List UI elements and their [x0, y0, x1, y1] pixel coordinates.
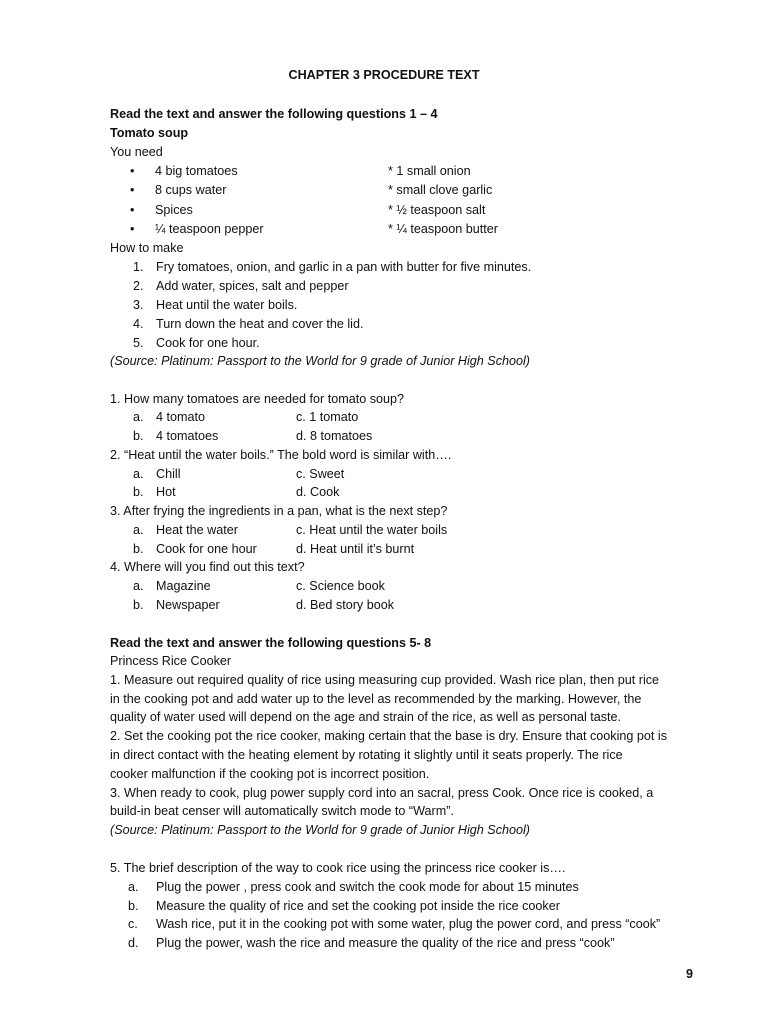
option-letter: b.: [133, 485, 144, 499]
option-text: Heat the water: [156, 523, 238, 537]
option-letter: a.: [128, 880, 139, 894]
option-text: c. 1 tomato: [296, 410, 359, 424]
paragraph-line: in direct contact with the heating element by rotating it slightly until it seats properly. The rice: [110, 748, 623, 762]
paragraph-line: in the cooking pot and add water up to the level as recommended by the marking. However, the: [110, 692, 642, 706]
option-letter: d.: [128, 936, 139, 950]
paragraph-line: 3. When ready to cook, plug power supply cord into an sacral, press Cook. Once rice is cooked, a: [110, 786, 654, 800]
ingredient-right: * ½ teaspoon salt: [388, 203, 486, 217]
step-text: Cook for one hour.: [156, 336, 260, 350]
option-text: Plug the power , press cook and switch the cook mode for about 15 minutes: [156, 880, 579, 894]
option-text: d. Cook: [296, 485, 340, 499]
section1-instruction: Read the text and answer the following questions 1 – 4: [110, 107, 438, 121]
option-letter: b.: [133, 598, 144, 612]
option-letter: a.: [133, 410, 144, 424]
ingredient-right: * ¼ teaspoon butter: [388, 222, 498, 236]
step-text: Add water, spices, salt and pepper: [156, 279, 349, 293]
option-text: 4 tomato: [156, 410, 206, 424]
option-text: c. Heat until the water boils: [296, 523, 448, 537]
ingredient-left: ¼ teaspoon pepper: [155, 222, 264, 236]
step-text: Fry tomatoes, onion, and garlic in a pan with butter for five minutes.: [156, 260, 532, 274]
ingredient-left: 4 big tomatoes: [155, 164, 238, 178]
option-text: Measure the quality of rice and set the cooking pot inside the rice cooker: [156, 899, 560, 913]
option-text: Newspaper: [156, 598, 220, 612]
step-number: 1.: [133, 260, 144, 274]
option-text: d. 8 tomatoes: [296, 429, 373, 443]
source-citation: (Source: Platinum: Passport to the World for 9 grade of Junior High School): [110, 823, 530, 837]
option-letter: a.: [133, 467, 144, 481]
option-text: Hot: [156, 485, 176, 499]
option-text: Cook for one hour: [156, 542, 257, 556]
paragraph-line: cooker malfunction if the cooking pot is incorrect position.: [110, 767, 430, 781]
section2-instruction: Read the text and answer the following questions 5- 8: [110, 636, 432, 650]
option-text: Plug the power, wash the rice and measure the quality of the rice and press “cook”: [156, 936, 615, 950]
paragraph-line: quality of water used will depend on the age and strain of the rice, as well as personal taste.: [110, 710, 622, 724]
page-number: 9: [685, 967, 693, 981]
step-number: 4.: [133, 317, 144, 331]
paragraph-line: build-in beat censer will automatically switch mode to “Warm”.: [110, 804, 454, 818]
section1-text-title: Tomato soup: [110, 126, 189, 140]
option-text: Chill: [156, 467, 181, 481]
bullet-icon: •: [130, 203, 135, 217]
option-text: 4 tomatoes: [156, 429, 219, 443]
option-text: Wash rice, put it in the cooking pot with some water, plug the power cord, and press “cook”: [156, 917, 661, 931]
question-text: 1. How many tomatoes are needed for tomato soup?: [110, 392, 405, 406]
bullet-icon: •: [130, 164, 135, 178]
option-text: c. Sweet: [296, 467, 345, 481]
step-text: Heat until the water boils.: [156, 298, 298, 312]
option-letter: b.: [133, 429, 144, 443]
ingredient-left: 8 cups water: [155, 183, 227, 197]
page-title: CHAPTER 3 PROCEDURE TEXT: [288, 68, 480, 82]
source-citation: (Source: Platinum: Passport to the World for 9 grade of Junior High School): [110, 354, 530, 368]
ingredient-right: * small clove garlic: [388, 183, 493, 197]
option-letter: b.: [128, 899, 139, 913]
ingredient-left: Spices: [155, 203, 193, 217]
step-number: 3.: [133, 298, 144, 312]
how-to-label: How to make: [110, 241, 184, 255]
question-text: 4. Where will you find out this text?: [110, 560, 305, 574]
bullet-icon: •: [130, 222, 135, 236]
step-text: Turn down the heat and cover the lid.: [156, 317, 364, 331]
question-text: 2. “Heat until the water boils.” The bold word is similar with….: [110, 448, 452, 462]
ingredient-right: * 1 small onion: [388, 164, 471, 178]
option-letter: a.: [133, 579, 144, 593]
option-letter: b.: [133, 542, 144, 556]
question-text: 3. After frying the ingredients in a pan, what is the next step?: [110, 504, 448, 518]
option-text: d. Heat until it’s burnt: [296, 542, 415, 556]
question-text: 5. The brief description of the way to cook rice using the princess rice cooker is….: [110, 861, 566, 875]
step-number: 5.: [133, 336, 144, 350]
option-text: d. Bed story book: [296, 598, 395, 612]
you-need-label: You need: [110, 145, 163, 159]
option-text: Magazine: [156, 579, 211, 593]
bullet-icon: •: [130, 183, 135, 197]
paragraph-line: 1. Measure out required quality of rice using measuring cup provided. Wash rice plan, then put rice: [110, 673, 660, 687]
option-letter: a.: [133, 523, 144, 537]
step-number: 2.: [133, 279, 144, 293]
section2-text-title: Princess Rice Cooker: [110, 654, 232, 668]
option-letter: c.: [128, 917, 138, 931]
option-text: c. Science book: [296, 579, 385, 593]
paragraph-line: 2. Set the cooking pot the rice cooker, making certain that the base is dry. Ensure that cooking pot is: [110, 729, 668, 743]
